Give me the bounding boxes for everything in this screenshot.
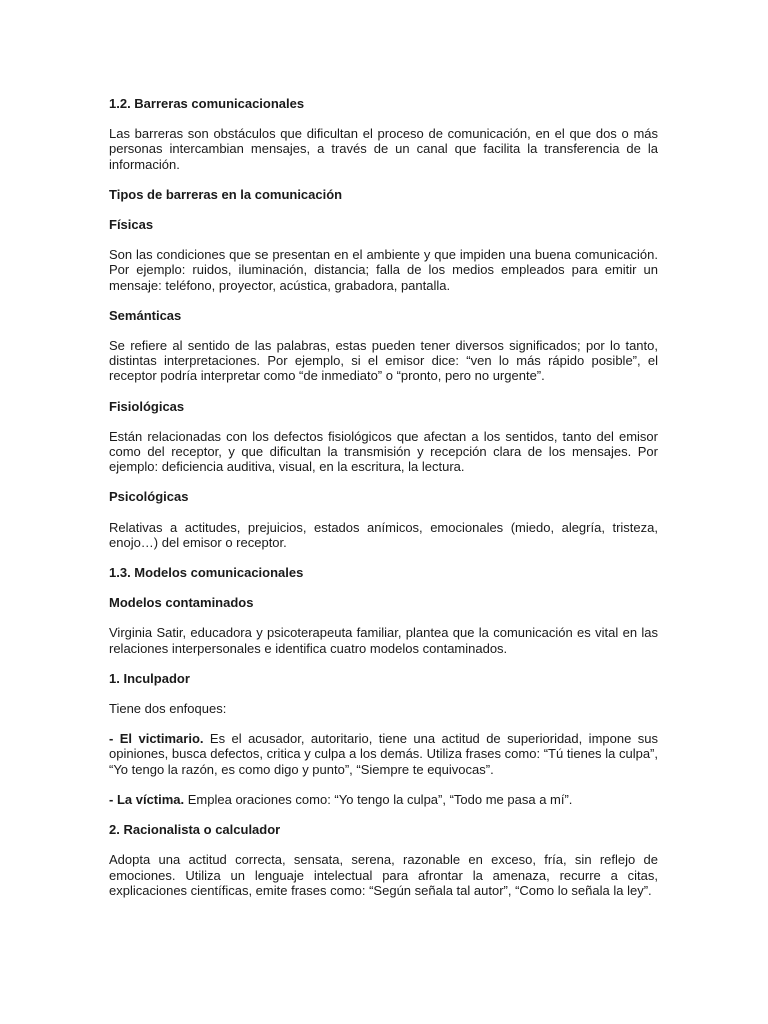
- paragraph-racionalista: Adopta una actitud correcta, sensata, serena, razonable en exceso, fría, sin reflejo de emociones. Utiliza un lenguaje intelectual para afrontar la amenaza, recurre a citas, explicaciones científicas, emite frases como: “Según señala tal autor”, “Como lo señala la ley”.: [109, 852, 658, 898]
- subsection-heading: Tipos de barreras en la comunicación: [109, 186, 343, 202]
- paragraph-victimario: [109, 731, 658, 777]
- section-heading: 1.3. Modelos comunicacionales: [109, 565, 304, 581]
- subheading-fisiologicas: Fisiológicas: [109, 398, 185, 414]
- subheading-fisicas: Físicas: [109, 217, 154, 233]
- section-heading: 1.2. Barreras comunicacionales: [109, 96, 305, 111]
- subheading-racionalista: 2. Racionalista o calculador: [109, 822, 281, 838]
- paragraph-fisiologicas: Están relacionadas con los defectos fisiológicos que afectan a los sentidos, tanto del emisor como del receptor, y que dificultan la transmisión y recepción clara de los mensajes. Por ejemplo: deficiencia auditiva, visual, en la escritura, la lectura.: [109, 428, 658, 475]
- subheading-psicologicas: Psicológicas: [109, 489, 189, 505]
- paragraph-inculpador-intro: Tiene dos enfoques:: [109, 701, 227, 717]
- paragraph-psicologicas: Relativas a actitudes, prejuicios, estados anímicos, emocionales (miedo, alegría, tristeza, enojo…) del emisor o receptor.: [109, 519, 658, 550]
- text-victima: Emplea oraciones como: “Yo tengo la culpa”, “Todo me pasa a mí”.: [184, 791, 573, 807]
- paragraph-victima: [109, 792, 658, 807]
- paragraph: Las barreras son obstáculos que dificultan el proceso de comunicación, en el que dos o más personas intercambian mensajes, a través de un canal que facilita la transferencia de la información.: [109, 126, 658, 172]
- paragraph-fisicas: Son las condiciones que se presentan en el ambiente y que impiden una buena comunicación. Por ejemplo: ruidos, iluminación, distancia; falla de los medios empleados para emitir un mensaje: teléfono, proyector, acústica, grabadora, pantalla.: [109, 247, 658, 293]
- document-page: [109, 96, 658, 898]
- subheading-semanticas: Semánticas: [109, 307, 182, 323]
- text-victimario: Es el acusador, autoritario, tiene una actitud de superioridad, impone sus opiniones, busca defectos, critica y culpa a los demás. Utiliza frases como: “Tú tienes la culpa”, “Yo tengo la razón, es como digo y punto”, “Siempre te equivocas”.: [109, 731, 658, 777]
- label-victima: - La víctima.: [109, 791, 185, 807]
- subheading-contaminados: Modelos contaminados: [109, 595, 254, 611]
- label-victimario: - El victimario.: [109, 731, 204, 747]
- paragraph-semanticas: Se refiere al sentido de las palabras, estas pueden tener diversos significados; por lo tanto, distintas interpretaciones. Por ejemplo, si el emisor dice: “ven lo más rápido posible”, el receptor podría interpretar como “de inmediato” o “pronto, pero no urgente”.: [109, 338, 658, 384]
- paragraph-contaminados: Virginia Satir, educadora y psicoterapeuta familiar, plantea que la comunicación es vital en las relaciones interpersonales e identifica cuatro modelos contaminados.: [109, 625, 658, 656]
- subheading-inculpador: 1. Inculpador: [109, 670, 190, 686]
